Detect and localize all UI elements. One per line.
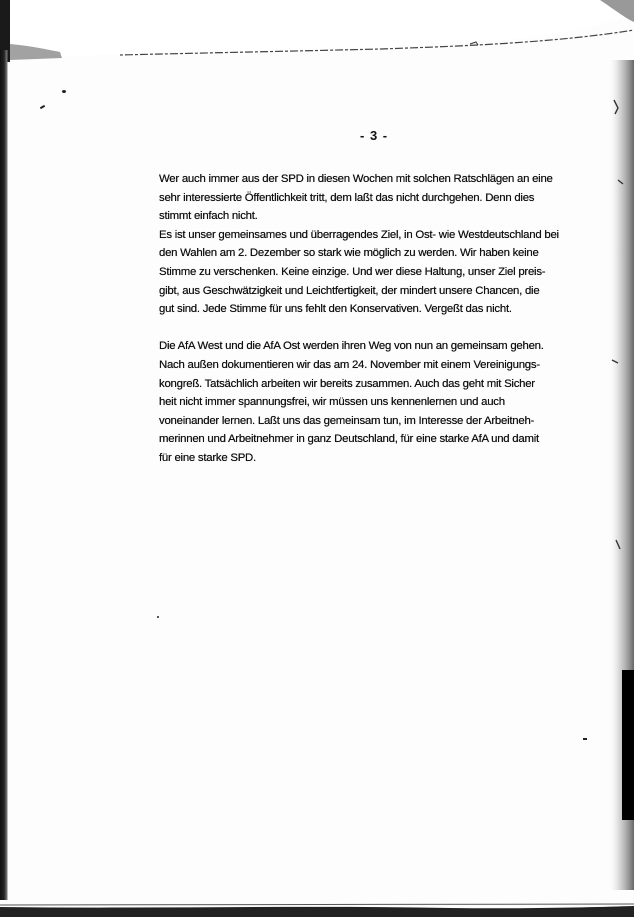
page-number: - 3 -	[360, 128, 389, 143]
paragraph-spacer	[159, 319, 591, 338]
paragraph	[159, 170, 591, 319]
text-line: Es ist unser gemeinsames und überragendes Ziel, in Ost- wie Westdeutschland bei	[159, 228, 559, 241]
scan-left-edge	[0, 50, 8, 900]
paragraph	[159, 337, 591, 467]
text-line: gibt, aus Geschwätzigkeit und Leichtfertigkeit, der mindert unsere Chancen, die	[159, 284, 540, 297]
text-line: Nach außen dokumentieren wir das am 24. November mit einem Vereinigungs-	[159, 358, 540, 371]
scan-bottom-edge	[0, 899, 634, 917]
text-line: gut sind. Jede Stimme für uns fehlt den Konservativen. Vergeßt das nicht.	[159, 303, 512, 316]
text-line: heit nicht immer spannungsfrei, wir müssen uns kennenlernen und auch	[159, 396, 505, 409]
text-line: für eine starke SPD.	[159, 451, 256, 464]
text-line: Stimme zu verschenken. Keine einzige. Und wer diese Haltung, unser Ziel preis-	[159, 265, 546, 278]
scan-speck	[157, 616, 159, 618]
text-line: stimmt einfach nicht.	[159, 210, 258, 223]
text-line: sehr interessierte Öffentlichkeit tritt, dem laßt das nicht durchgehen. Denn dies	[159, 191, 535, 204]
text-line: voneinander lernen. Laßt uns das gemeinsam tun, im Interesse der Arbeitneh-	[159, 414, 535, 427]
body-text	[159, 170, 591, 468]
scan-speck	[40, 105, 45, 109]
text-line: kongreß. Tatsächlich arbeiten wir bereits zusammen. Auch das geht mit Sicher	[159, 377, 535, 390]
text-line: Die AfA West und die AfA Ost werden ihren Weg von nun an gemeinsam gehen.	[159, 340, 544, 353]
scan-top-edge	[0, 0, 634, 62]
scan-right-edge	[600, 60, 634, 890]
scan-speck	[62, 90, 66, 93]
text-line: merinnen und Arbeitnehmer in ganz Deutschland, für eine starke AfA und damit	[159, 433, 539, 446]
text-line: den Wahlen am 2. Dezember so stark wie möglich zu werden. Wir haben keine	[159, 247, 539, 260]
text-line: Wer auch immer aus der SPD in diesen Wochen mit solchen Ratschlägen an eine	[159, 173, 553, 185]
scan-speck	[583, 738, 587, 740]
